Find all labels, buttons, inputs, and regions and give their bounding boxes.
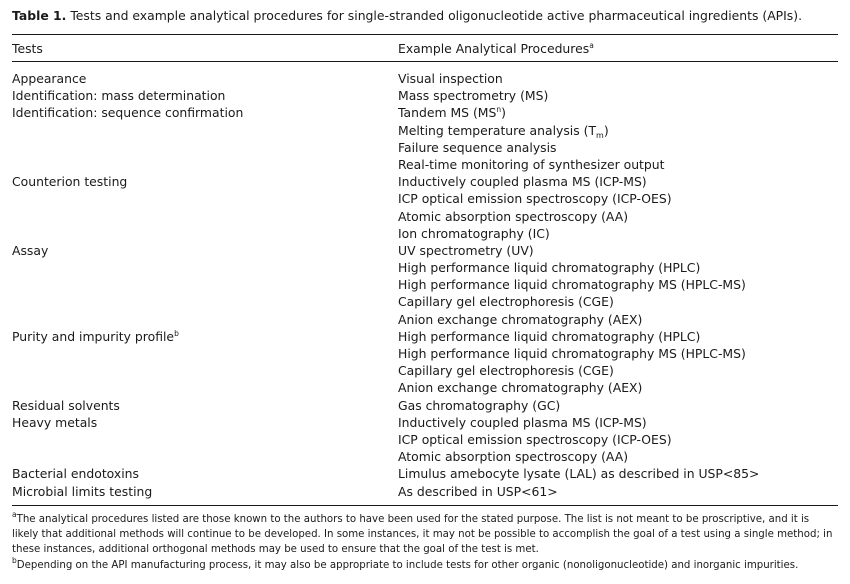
procedure-cell: Gas chromatography (GC) xyxy=(398,397,561,413)
procedure-cell: Tandem MS $(MS^n)$ xyxy=(398,105,506,121)
table-row xyxy=(12,431,838,448)
footnote-mark: b xyxy=(12,555,17,565)
procedure-cell: UV spectrometry (UV) xyxy=(398,242,534,258)
procedure-cell: High performance liquid chromatography (HPLC) xyxy=(398,328,701,344)
table-row xyxy=(12,208,838,225)
table-row xyxy=(12,173,838,190)
procedure-cell: Atomic absorption spectroscopy (AA) xyxy=(398,208,629,224)
table-row xyxy=(12,70,838,87)
column-header-tests: Tests xyxy=(12,41,43,56)
table-row xyxy=(12,122,838,139)
table-row xyxy=(12,276,838,293)
procedure-cell: High performance liquid chromatography MS (HPLC-MS) xyxy=(398,346,746,361)
test-cell: Microbial limits testing xyxy=(12,483,153,499)
procedure-cell: Atomic absorption spectroscopy (AA) xyxy=(398,449,629,465)
procedure-cell: Limulus amebocyte lysate (LAL) as described in USP<85> xyxy=(398,466,760,482)
superscript: n xyxy=(496,105,502,115)
footnote-a: $^a$The analytical procedures listed are those known to the authors to have been used for the stated purpose. The list is not meant to be proscriptive, and it is likely that additional methods will continue to be developed. In some instances, it may not be possible to accomplish the goal of a test using a single method; in these instances, additional orthogonal methods may be used to ensure that the goal of the test is met. xyxy=(12,510,833,556)
table-row xyxy=(12,397,838,414)
test-cell: Counterion testing xyxy=(12,174,128,190)
caption-text: Tests and example analytical procedures for single-stranded oligonucleotide active pharmaceutical ingredients (APIs). xyxy=(70,8,803,23)
test-cell: Residual solvents xyxy=(12,397,120,413)
footnote-mark-a: a xyxy=(589,41,594,50)
procedure-cell: Real-time monitoring of synthesizer output xyxy=(398,156,665,172)
test-cell: Purity and impurity profile$^b$ xyxy=(12,328,179,344)
table-row xyxy=(12,104,838,121)
test-cell: Assay xyxy=(12,242,49,258)
procedure-cell: High performance liquid chromatography (HPLC) xyxy=(398,260,701,276)
table-row xyxy=(12,190,838,207)
footnote-mark-b: b xyxy=(174,328,179,338)
procedure-cell: High performance liquid chromatography MS (HPLC-MS) xyxy=(398,277,746,293)
table-caption xyxy=(12,7,838,24)
table-row xyxy=(12,242,838,259)
table-row xyxy=(12,293,838,310)
footnote-mark: a xyxy=(12,510,17,519)
procedure-cell: Melting temperature analysis $(T_m)$ xyxy=(398,122,609,140)
test-cell: Bacterial endotoxins xyxy=(12,466,139,482)
table-row xyxy=(12,362,838,379)
table-row xyxy=(12,156,838,173)
table-row xyxy=(12,414,838,431)
procedure-cell: Anion exchange chromatography (AEX) xyxy=(398,311,643,327)
bottom-rule xyxy=(12,505,838,506)
test-cell: Appearance xyxy=(12,71,87,86)
table-body xyxy=(12,70,838,500)
test-cell: Heavy metals xyxy=(12,414,98,430)
table-row xyxy=(12,311,838,328)
table-row xyxy=(12,483,838,500)
procedure-cell: Failure sequence analysis xyxy=(398,139,557,155)
header-rule xyxy=(12,61,838,62)
procedure-cell: Mass spectrometry (MS) xyxy=(398,88,549,104)
procedure-cell: ICP optical emission spectroscopy (ICP-OES) xyxy=(398,191,672,207)
table-row xyxy=(12,379,838,396)
procedure-cell: Inductively coupled plasma MS (ICP-MS) xyxy=(398,414,647,430)
procedure-cell: ICP optical emission spectroscopy (ICP-OES) xyxy=(398,431,672,447)
procedure-cell: As described in USP<61> xyxy=(398,483,558,499)
table-row xyxy=(12,345,838,362)
subscript: m xyxy=(596,130,604,140)
column-header-procedures: Example Analytical Procedures$^a$ xyxy=(398,41,594,56)
table-row xyxy=(12,139,838,156)
table-footnotes xyxy=(12,512,838,573)
procedure-cell: Ion chromatography (IC) xyxy=(398,225,550,241)
top-rule xyxy=(12,34,838,35)
procedure-cell: Visual inspection xyxy=(398,71,503,86)
procedure-cell: Capillary gel electrophoresis (CGE) xyxy=(398,363,614,379)
procedure-cell: Anion exchange chromatography (AEX) xyxy=(398,380,643,396)
table-row xyxy=(12,465,838,482)
procedure-cell: Inductively coupled plasma MS (ICP-MS) xyxy=(398,174,647,190)
table-row xyxy=(12,328,838,345)
test-cell: Identification: mass determination xyxy=(12,88,226,104)
procedure-cell: Capillary gel electrophoresis (CGE) xyxy=(398,294,614,310)
table-row xyxy=(12,87,838,104)
footnote-b: $^b$Depending on the API manufacturing process, it may also be appropriate to include tests for other organic (nonoligonucleotide) and inorganic impurities. xyxy=(12,555,799,571)
caption-label: Table 1. xyxy=(12,8,67,23)
table-row xyxy=(12,448,838,465)
table-row xyxy=(12,225,838,242)
test-cell: Identification: sequence confirmation xyxy=(12,105,244,121)
table-row xyxy=(12,259,838,276)
